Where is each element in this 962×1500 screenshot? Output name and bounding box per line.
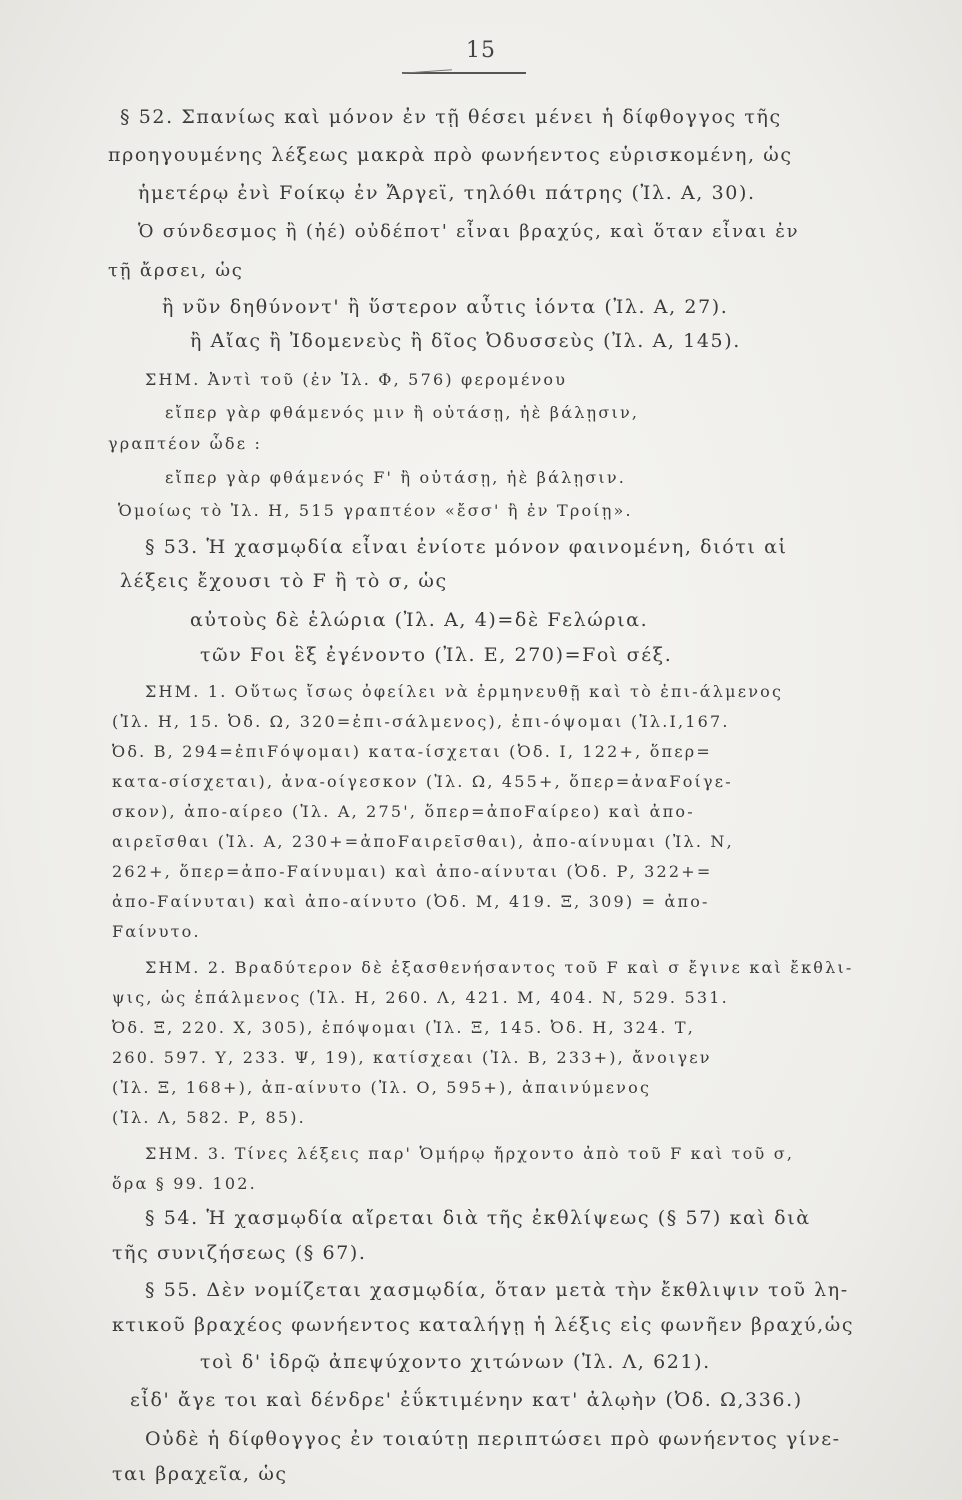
text-line: σκον), ἀπο-αίρεο (Ἰλ. Α, 275', ὅπερ=ἀποFαίρεο) καὶ ἀπο-	[112, 802, 695, 821]
text-line: ἡμετέρῳ ἐνὶ Fοίκῳ ἐν Ἄργεϊ, τηλόθι πάτρης (Ἰλ. Α, 30).	[138, 182, 756, 204]
text-line: ψις, ὡς ἐπάλμενος (Ἰλ. Η, 260. Λ, 421. Μ, 404. Ν, 529. 531.	[112, 988, 729, 1007]
text-line: κτικοῦ βραχέος φωνήεντος καταλήγῃ ἡ λέξις εἰς φωνῆεν βραχύ,ὡς	[112, 1314, 855, 1336]
text-line: § 54. Ἡ χασμῳδία αἴρεται διὰ τῆς ἐκθλίψεως (§ 57) καὶ διὰ	[145, 1207, 811, 1229]
text-line: κατα-σίσχεται), ἀνα-οίγεσκον (Ἰλ. Ω, 455+, ὅπερ=ἀναFοίγε-	[112, 772, 733, 791]
text-line: τοὶ δ' ἰδρῷ ἀπεψύχοντο χιτώνων (Ἰλ. Λ, 621).	[200, 1351, 711, 1373]
text-line: Ὁ σύνδεσμος ἢ (ἠέ) οὐδέποτ' εἶναι βραχύς, καὶ ὅταν εἶναι ἐν	[138, 221, 800, 242]
text-line: Ὁμοίως τὸ Ἰλ. Η, 515 γραπτέον «ἔσσ' ἢ ἐν Τροίῃ».	[118, 501, 633, 520]
text-line: Fαίνυτο.	[112, 922, 201, 941]
text-line: αὐτοὺς δὲ ἑλώρια (Ἰλ. Α, 4)=δὲ Fελώρια.	[190, 609, 649, 631]
page-number: 15	[466, 38, 496, 63]
text-line: 260. 597. Υ, 233. Ψ, 19), κατίσχεαι (Ἰλ. Β, 233+), ἄνοιγεν	[112, 1048, 712, 1067]
text-line: 262+, ὅπερ=ἀπο-Fαίνυμαι) καὶ ἀπο-αίνυται (Ὀδ. Ρ, 322+=	[112, 862, 713, 881]
text-line: ΣΗΜ. 2. Βραδύτερον δὲ ἐξασθενήσαντος τοῦ F καὶ σ ἔγινε καὶ ἔκθλι-	[145, 958, 854, 977]
text-line: § 52. Σπανίως καὶ μόνον ἐν τῇ θέσει μένει ἡ δίφθογγος τῆς	[120, 106, 782, 128]
text-line: § 55. Δὲν νομίζεται χασμῳδία, ὅταν μετὰ τὴν ἔκθλιψιν τοῦ λη-	[145, 1279, 849, 1301]
text-line: εἴπερ γὰρ φθάμενός μιν ἢ οὐτάσῃ, ἠὲ βάλῃσιν,	[165, 403, 640, 422]
text-line: γραπτέον ὧδε :	[108, 434, 263, 453]
text-line: ἢ Αἴας ἢ Ἰδομενεὺς ἢ δῖος Ὀδυσσεὺς (Ἰλ. Α, 145).	[190, 330, 741, 352]
text-line: τῶν Fοι ἓξ ἐγένοντο (Ἰλ. Ε, 270)=Fοὶ σέξ.	[200, 644, 673, 666]
text-line: ται βραχεῖα, ὡς	[112, 1463, 288, 1485]
text-line: (Ἰλ. Ξ, 168+), ἀπ-αίνυτο (Ἰλ. Ο, 595+), ἀπαινύμενος	[112, 1078, 652, 1097]
text-line: (Ἰλ. Η, 15. Ὀδ. Ω, 320=ἐπι-σάλμενος), ἐπι-όψομαι (Ἰλ.Ι,167.	[112, 712, 730, 731]
text-line: τῆς συνιζήσεως (§ 67).	[112, 1242, 367, 1264]
header-rule	[402, 72, 526, 74]
text-line: ἢ νῦν δηθύνοντ' ἢ ὕστερον αὖτις ἰόντα (Ἰλ. Α, 27).	[162, 296, 729, 318]
text-line: τῇ ἄρσει, ὡς	[108, 260, 244, 281]
text-line: λέξεις ἔχουσι τὸ F ἢ τὸ σ, ὡς	[120, 570, 448, 592]
text-line: § 53. Ἡ χασμῳδία εἶναι ἐνίοτε μόνον φαινομένη, διότι αἱ	[145, 536, 788, 558]
text-line: Οὐδὲ ἡ δίφθογγος ἐν τοιαύτῃ περιπτώσει πρὸ φωνήεντος γίνε-	[145, 1428, 841, 1450]
text-line: ΣΗΜ. 1. Οὕτως ἴσως ὀφείλει νὰ ἑρμηνευθῇ καὶ τὸ ἐπι-άλμενος	[145, 682, 784, 701]
text-line: (Ἰλ. Λ, 582. Ρ, 85).	[112, 1108, 306, 1127]
text-line: εἴπερ γὰρ φθάμενός F' ἢ οὐτάσῃ, ἠὲ βάλῃσιν.	[165, 468, 627, 487]
text-line: εἶδ' ἄγε τοι καὶ δένδρε' ἐΰκτιμένην κατ' ἀλῳὴν (Ὀδ. Ω,336.)	[130, 1389, 803, 1411]
text-line: Ὀδ. Β, 294=ἐπιFόψομαι) κατα-ίσχεται (Ὀδ. Ι, 122+, ὅπερ=	[112, 742, 712, 761]
text-line: ΣΗΜ. 3. Τίνες λέξεις παρ' Ὁμήρῳ ἤρχοντο ἀπὸ τοῦ F καὶ τοῦ σ,	[145, 1144, 795, 1163]
text-line: ΣΗΜ. Ἀντὶ τοῦ (ἐν Ἰλ. Φ, 576) φερομένου	[145, 370, 568, 389]
text-line: ἀπο-Fαίνυται) καὶ ἀπο-αίνυτο (Ὀδ. Μ, 419. Ξ, 309) = ἀπο-	[112, 892, 710, 911]
text-line: Ὀδ. Ξ, 220. Χ, 305), ἐπόψομαι (Ἰλ. Ξ, 145. Ὀδ. Η, 324. Τ,	[112, 1018, 696, 1037]
text-line: ὅρα § 99. 102.	[112, 1174, 257, 1193]
text-line: προηγουμένης λέξεως μακρὰ πρὸ φωνήεντος εὑρισκομένη, ὡς	[108, 144, 793, 166]
text-line: αιρεῖσθαι (Ἰλ. Α, 230+=ἀποFαιρεῖσθαι), ἀπο-αίνυμαι (Ἰλ. Ν,	[112, 832, 734, 851]
